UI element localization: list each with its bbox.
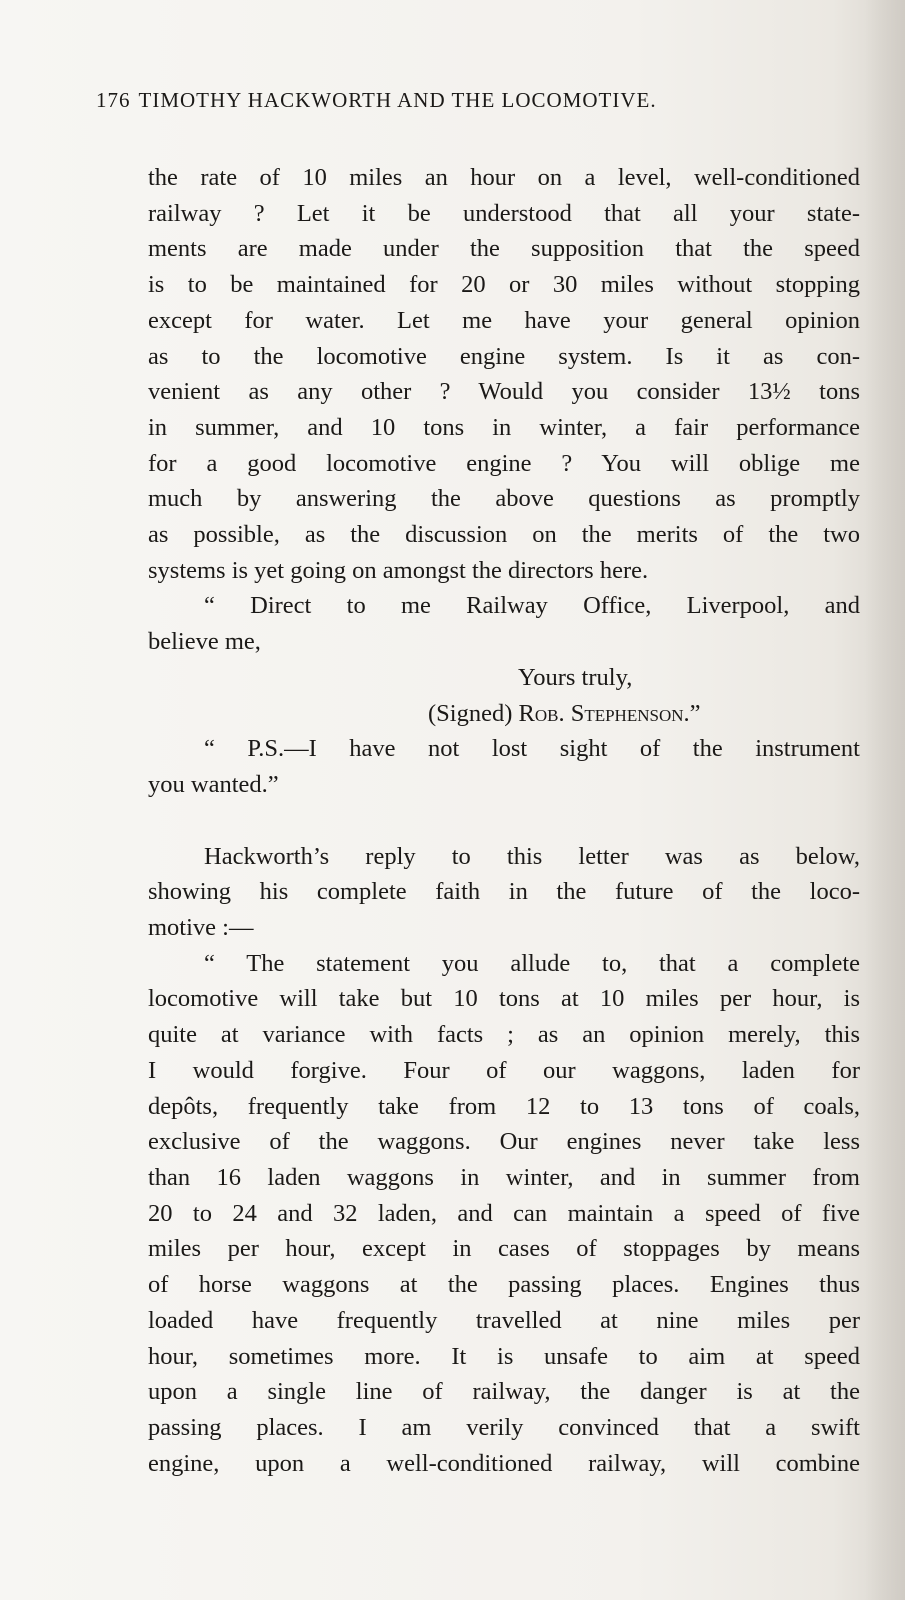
- text-line: “ The statement you allude to, that a complete: [204, 949, 860, 977]
- signature-line: [148, 696, 860, 732]
- paragraph-reply-letter: [148, 946, 860, 1482]
- paragraph-address: [148, 588, 860, 659]
- text-line: you wanted.”: [148, 770, 279, 798]
- text-line: than 16 laden waggons in winter, and in summer from: [148, 1163, 860, 1191]
- text-line: venient as any other ? Would you consider 13½ tons: [148, 378, 860, 406]
- text-line: except for water. Let me have your general opinion: [148, 306, 860, 334]
- paragraph-postscript: [148, 731, 860, 802]
- signed-prefix: (Signed): [428, 699, 513, 727]
- text-line: motive :—: [148, 914, 254, 942]
- paragraph-reply-intro: [148, 839, 860, 946]
- letter-signoff: [148, 660, 860, 731]
- running-title: TIMOTHY HACKWORTH AND THE LOCOMOTIVE.: [138, 88, 657, 112]
- page-edge-shadow: [865, 0, 905, 1600]
- text-line: the rate of 10 miles an hour on a level, well-conditioned: [148, 164, 860, 191]
- running-header: [96, 88, 657, 113]
- text-line: railway ? Let it be understood that all your state-: [148, 199, 860, 227]
- text-line: showing his complete faith in the future of the loco-: [148, 878, 860, 906]
- text-line: for a good locomotive engine ? You will oblige me: [148, 449, 860, 477]
- text-line: engine, upon a well-conditioned railway, will combine: [148, 1449, 860, 1477]
- text-line: “ P.S.—I have not lost sight of the instrument: [204, 735, 860, 763]
- text-line: hour, sometimes more. It is unsafe to aim at speed: [148, 1342, 860, 1370]
- text-line: miles per hour, except in cases of stoppages by means: [148, 1235, 860, 1263]
- text-line: in summer, and 10 tons in winter, a fair performance: [148, 413, 860, 441]
- paragraph-gap: [148, 803, 860, 839]
- text-line: exclusive of the waggons. Our engines never take less: [148, 1128, 860, 1156]
- text-line: much by answering the above questions as promptly: [148, 485, 860, 513]
- paragraph-letter-continued: [148, 160, 860, 588]
- text-line: passing places. I am verily convinced that a swift: [148, 1413, 860, 1441]
- page-body: [148, 160, 860, 1481]
- text-line: is to be maintained for 20 or 30 miles without stopping: [148, 271, 860, 299]
- page-number: 176: [96, 88, 131, 112]
- text-line: loaded have frequently travelled at nine miles per: [148, 1306, 860, 1334]
- text-line: ments are made under the supposition that the speed: [148, 235, 860, 263]
- text-line: as to the locomotive engine system. Is it as con-: [148, 342, 860, 370]
- text-line: depôts, frequently take from 12 to 13 tons of coals,: [148, 1092, 860, 1120]
- signature-name: Rob. Stephenson.”: [518, 699, 701, 727]
- text-line: systems is yet going on amongst the directors here.: [148, 556, 649, 584]
- text-line: Hackworth’s reply to this letter was as below,: [204, 842, 860, 870]
- text-line: as possible, as the discussion on the merits of the two: [148, 521, 860, 549]
- text-line: 20 to 24 and 32 laden, and can maintain a speed of five: [148, 1199, 860, 1227]
- text-line: of horse waggons at the passing places. Engines thus: [148, 1271, 860, 1299]
- text-line: locomotive will take but 10 tons at 10 miles per hour, is: [148, 985, 860, 1013]
- text-line: I would forgive. Four of our waggons, laden for: [148, 1056, 860, 1084]
- text-line: quite at variance with facts ; as an opinion merely, this: [148, 1021, 860, 1049]
- text-line: upon a single line of railway, the danger is at the: [148, 1378, 860, 1406]
- text-line: believe me,: [148, 628, 261, 656]
- text-line: “ Direct to me Railway Office, Liverpool, and: [204, 592, 860, 620]
- closing-line: Yours truly,: [518, 663, 633, 691]
